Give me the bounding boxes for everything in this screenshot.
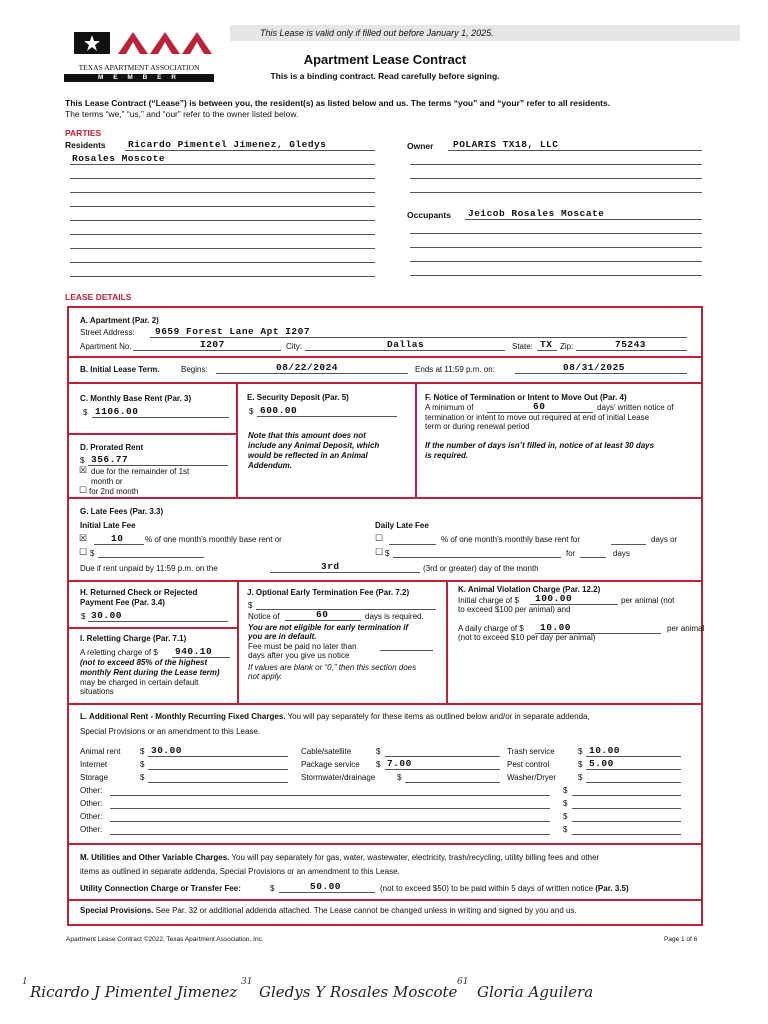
logo-member-bar: M E M B E R [64, 74, 214, 82]
deposit-note-4: Addendum. [248, 461, 292, 470]
notice-days-value[interactable]: 60 [533, 401, 546, 412]
section-M-header [80, 853, 599, 862]
reletting-text-1: A reletting charge of $ [80, 648, 158, 657]
storm-label: Stormwater/drainage [301, 773, 376, 782]
owner-label: Owner [407, 141, 434, 151]
returned-check-line [88, 621, 228, 622]
due-text: Due if rent unpaid by 11:59 p.m. on the [80, 564, 218, 573]
signature-1-number: 1 [22, 977, 28, 987]
divider-C-D [69, 433, 237, 435]
intro-line-1: This Lease Contract (“Lease”) is between you, the resident(s) as listed below and us. The terms “you” and “your” refer to all residents. [65, 98, 611, 108]
begins-label: Begins: [181, 365, 208, 374]
lease-details-heading: LEASE DETAILS [65, 292, 132, 302]
residents-line-1 [125, 150, 375, 151]
deposit-note-2: include any Animal Deposit, which [248, 441, 380, 450]
notice-text-4: term or during renewal period [425, 422, 530, 431]
animal-text-1: Initial charge of $ [458, 596, 519, 605]
animal-text-3: to exceed $100 per animal) and [458, 605, 571, 614]
other-label-3: Other: [80, 812, 103, 821]
early-term-note-2: you are in default. [248, 632, 317, 641]
washer-currency: $ [578, 773, 583, 782]
state-value[interactable]: TX [540, 339, 553, 350]
animal-text-5: per animal [667, 624, 705, 633]
owner-line-3 [410, 178, 702, 179]
daily-days-label: days [613, 549, 630, 558]
other-line-3 [110, 821, 550, 822]
daily-pct-line [389, 544, 436, 545]
signature-1: Ricardo J Pimentel Jimenez [30, 983, 238, 1001]
divider-J-K [446, 581, 448, 703]
daily-dollar-checkbox[interactable]: ☐ [375, 547, 384, 557]
section-D-title: D. Prorated Rent [80, 443, 144, 452]
washer-label: Washer/Dryer [507, 773, 557, 782]
occupants-label: Occupants [407, 210, 451, 220]
taa-logo-mark [58, 28, 220, 60]
signature-3-number: 61 [457, 977, 469, 987]
other-label-4: Other: [80, 825, 103, 834]
early-term-text-1: Fee must be paid no later than [248, 642, 357, 651]
animal-initial-value[interactable]: 100.00 [535, 593, 573, 604]
cable-currency: $ [376, 747, 381, 756]
section-F-title: F. Notice of Termination or Intent to Move Out (Par. 4) [425, 393, 627, 402]
early-term-text-2: days after you give us notice [248, 651, 350, 660]
daily-pct-days-text: days or [651, 535, 678, 544]
street-label: Street Address: [80, 328, 135, 337]
trash-value[interactable]: 10.00 [589, 745, 621, 756]
daily-pct-checkbox[interactable]: ☐ [375, 533, 384, 543]
footer-page-number: Page 1 of 6 [664, 936, 698, 943]
residents-line-10 [70, 276, 375, 277]
apt-value[interactable]: I207 [200, 339, 225, 350]
occupants-line-3 [410, 247, 702, 248]
washer-line [586, 782, 681, 783]
due-value[interactable]: 3rd [321, 561, 340, 572]
initial-dollar-checkbox[interactable]: ☐ [79, 547, 88, 557]
parties-heading: PARTIES [65, 128, 102, 138]
taa-logo [58, 28, 220, 80]
other-currency-2: $ [563, 799, 568, 808]
section-E-title: E. Security Deposit (Par. 5) [247, 393, 349, 402]
notice-text-1: A minimum of [425, 403, 474, 412]
daily-late-label: Daily Late Fee [375, 521, 429, 530]
prorated-opt1-label-2: month or [91, 477, 123, 486]
other-amount-line-1 [572, 795, 681, 796]
section-L-title: L. Additional Rent - Monthly Recurring Fixed Charges. [80, 712, 286, 721]
section-M-desc-1: You will pay separately for gas, water, wastewater, electricity, trash/recycling, utility billing fees and other [231, 853, 600, 862]
deposit-currency: $ [249, 407, 254, 416]
internet-line [148, 769, 288, 770]
signature-2-number: 31 [241, 977, 253, 987]
daily-pct-text: % of one month’s monthly base rent for [441, 535, 581, 544]
residents-line-6 [70, 220, 375, 221]
state-line [537, 350, 557, 351]
other-amount-line-2 [572, 808, 681, 809]
animal-daily-value[interactable]: 10.00 [540, 622, 572, 633]
animal-rent-value[interactable]: 30.00 [151, 745, 183, 756]
trash-currency: $ [578, 747, 583, 756]
page-title: Apartment Lease Contract [303, 52, 467, 67]
deposit-line [257, 416, 397, 417]
footer-copyright: Apartment Lease Contract ©2022, Texas Apartment Association, Inc. [66, 936, 264, 943]
special-provisions-title: Special Provisions. [80, 906, 154, 915]
divider-H-I [69, 627, 237, 629]
reletting-text-3: situations [80, 687, 114, 696]
package-value[interactable]: 7.00 [387, 758, 412, 769]
divider-A-B [69, 356, 701, 358]
early-term-note-1: You are not eligible for early termination if [248, 623, 409, 632]
other-amount-line-3 [572, 821, 681, 822]
daily-dollar-label: $ [385, 549, 390, 558]
occupants-line-1 [465, 219, 702, 220]
early-term-notice-text: Notice of [248, 612, 280, 621]
early-term-note2-1: If values are blank or “0,” then this section does [248, 663, 417, 672]
utility-label: Utility Connection Charge or Transfer Fee: [80, 884, 241, 893]
page-subtitle: This is a binding contract. Read carefully before signing. [270, 71, 500, 81]
ends-value[interactable]: 08/31/2025 [563, 362, 626, 373]
section-C-title: C. Monthly Base Rent (Par. 3) [80, 394, 192, 403]
early-term-notice-value[interactable]: 60 [316, 609, 329, 620]
signature-3: Gloria Aguilera [477, 983, 594, 1001]
residents-line-4 [70, 192, 375, 193]
other-line-1 [110, 795, 550, 796]
divider-E-F [415, 383, 417, 497]
section-M-desc-2: items as outlined in separate addenda, Special Provisions or an amendment to this Lease. [80, 867, 400, 876]
reletting-text-2: may be charged in certain default [80, 678, 199, 687]
occupants-value[interactable]: Jeicob Rosales Moscate [468, 208, 605, 219]
divider-B-C [69, 382, 701, 384]
other-label-2: Other: [80, 799, 103, 808]
due-line [270, 572, 420, 573]
initial-dollar-label: $ [90, 549, 95, 558]
occupants-line-2 [410, 233, 702, 234]
trash-label: Trash service [507, 747, 555, 756]
special-provisions-text: See Par. 32 or additional addenda attached. The Lease cannot be changed unless in writing and signed by you and us. [155, 906, 577, 915]
animal-text-2: per animal (not [621, 596, 675, 605]
state-label: State: [512, 342, 533, 351]
section-H-title-2: Payment Fee (Par. 3.4) [80, 598, 165, 607]
early-term-notice-suffix: days is required. [365, 612, 424, 621]
initial-pct-line [94, 544, 144, 545]
residents-line-3 [70, 178, 375, 179]
owner-line-4 [410, 192, 702, 193]
early-term-line [256, 609, 436, 610]
owner-line-2 [410, 164, 702, 165]
pest-currency: $ [578, 760, 583, 769]
section-G-title: G. Late Fees (Par. 3.3) [80, 507, 164, 516]
package-line [385, 769, 500, 770]
initial-pct-checkbox[interactable]: ☒ [79, 533, 88, 543]
occupants-line-4 [410, 261, 702, 262]
pest-label: Pest control [507, 760, 550, 769]
prorated-currency: $ [80, 456, 85, 465]
storm-line [405, 782, 500, 783]
animal-text-6: (not to exceed $10 per day per animal) [458, 633, 596, 642]
signature-2: Gledys Y Rosales Moscote [259, 983, 458, 1001]
apt-label: Apartment No. [80, 342, 132, 351]
validity-notice: This Lease is valid only if filled out before January 1, 2025. [260, 28, 494, 38]
prorated-opt1-label-1: due for the remainder of 1st [91, 467, 190, 476]
special-provisions [80, 906, 577, 915]
city-line [305, 350, 505, 351]
owner-value[interactable]: POLARIS TX18, LLC [453, 139, 559, 150]
prorated-value[interactable]: 356.77 [91, 454, 129, 465]
other-line-4 [110, 834, 550, 835]
initial-pct-value[interactable]: 10 [111, 533, 124, 544]
other-currency-3: $ [563, 812, 568, 821]
section-H-title-1: H. Returned Check or Rejected [80, 588, 198, 597]
other-label-1: Other: [80, 786, 103, 795]
zip-line [576, 350, 687, 351]
notice-note-2: is required. [425, 451, 469, 460]
early-term-notice-line [285, 620, 361, 621]
zip-label: Zip: [560, 342, 574, 351]
deposit-note-3: would be reflected in an Animal [248, 451, 368, 460]
ends-line [515, 373, 687, 374]
city-value[interactable]: Dallas [387, 339, 425, 350]
prorated-opt2-checkbox[interactable]: ☐ [79, 485, 88, 495]
daily-for-line [580, 557, 606, 558]
utility-currency: $ [270, 884, 275, 893]
cable-label: Cable/satellite [301, 747, 352, 756]
storage-line [148, 782, 288, 783]
logo-org-name: TEXAS APARTMENT ASSOCIATION [78, 63, 200, 72]
animal-rent-currency: $ [140, 747, 145, 756]
occupants-line-5 [410, 275, 702, 276]
zip-value[interactable]: 75243 [615, 339, 647, 350]
trash-line [586, 756, 681, 757]
returned-check-value[interactable]: 30.00 [91, 610, 123, 621]
other-currency-1: $ [563, 786, 568, 795]
notice-text-3: termination or intent to move out required at end of initial Lease [425, 413, 650, 422]
street-value[interactable]: 9659 Forest Lane Apt I207 [155, 326, 311, 337]
city-label: City: [286, 342, 302, 351]
returned-check-currency: $ [81, 612, 86, 621]
animal-rent-line [148, 756, 288, 757]
due-suffix: (3rd or greater) day of the month [423, 564, 539, 573]
notice-note-1: If the number of days isn’t filled in, notice of at least 30 days [425, 441, 655, 450]
begins-value[interactable]: 08/22/2024 [276, 362, 339, 373]
storage-currency: $ [140, 773, 145, 782]
early-term-note2-2: not apply. [248, 672, 283, 681]
prorated-line [88, 465, 228, 466]
reletting-value[interactable]: 940.10 [175, 646, 213, 657]
section-L-desc-2: Special Provisions or an amendment to this Lease. [80, 727, 261, 736]
owner-line-1 [448, 150, 702, 151]
section-L-header [80, 712, 590, 721]
animal-rent-label: Animal rent [80, 747, 121, 756]
residents-line-2 [70, 164, 375, 165]
storage-label: Storage [80, 773, 109, 782]
divider-C-E [236, 383, 238, 497]
divider-L-M [69, 843, 701, 845]
apt-line [133, 350, 281, 351]
begins-line [216, 373, 408, 374]
prorated-opt2-label: for 2nd month [89, 487, 139, 496]
section-B-title: B. Initial Lease Term. [80, 365, 160, 374]
early-term-days-line [380, 650, 433, 651]
deposit-value[interactable]: 600.00 [260, 405, 298, 416]
reletting-note-1: (not to exceed 85% of the highest [80, 658, 208, 667]
internet-label: Internet [80, 760, 108, 769]
pest-line [586, 769, 681, 770]
residents-line-9 [70, 262, 375, 263]
utility-note [380, 884, 629, 893]
daily-pct-days-line [611, 544, 646, 545]
section-L-desc-1: You will pay separately for these items as outlined below and/or in separate addenda, [287, 712, 590, 721]
rent-currency: $ [83, 408, 88, 417]
divider-H-J [237, 581, 239, 703]
initial-late-label: Initial Late Fee [80, 521, 136, 530]
internet-currency: $ [140, 760, 145, 769]
residents-line-5 [70, 206, 375, 207]
initial-dollar-line [98, 557, 204, 558]
other-amount-line-4 [572, 834, 681, 835]
utility-par: (Par. 3.5) [595, 884, 629, 893]
ends-label: Ends at 11:59 p.m. on: [415, 365, 495, 374]
storm-currency: $ [397, 773, 402, 782]
other-line-2 [110, 808, 550, 809]
divider-M-special [69, 899, 701, 901]
divider-G-HJK [69, 580, 701, 582]
prorated-opt1-checkbox[interactable]: ☒ [79, 465, 88, 475]
daily-for-label: for [566, 549, 576, 558]
cable-line [385, 756, 500, 757]
rent-line [92, 417, 229, 418]
early-term-currency: $ [248, 601, 253, 610]
residents-line-8 [70, 248, 375, 249]
deposit-note-1: Note that this amount does not [248, 431, 366, 440]
section-J-title: J. Optional Early Termination Fee (Par. 7.2) [247, 588, 410, 597]
section-K-title: K. Animal Violation Charge (Par. 12.2) [458, 585, 601, 594]
other-currency-4: $ [563, 825, 568, 834]
divider-HJK-L [69, 703, 701, 705]
daily-dollar-line [393, 557, 561, 558]
package-currency: $ [376, 760, 381, 769]
residents-line-7 [70, 234, 375, 235]
section-A-title: A. Apartment (Par. 2) [80, 316, 159, 325]
notice-text-2: days’ written notice of [597, 403, 674, 412]
divider-CDEF-G [69, 497, 701, 499]
initial-pct-text: % of one month’s monthly base rent or [145, 535, 282, 544]
residents-value-1[interactable]: Ricardo Pimentel Jimenez, Gledys [128, 139, 327, 150]
section-I-title: I. Reletting Charge (Par. 7.1) [80, 634, 187, 643]
section-M-title: M. Utilities and Other Variable Charges. [80, 853, 230, 862]
pest-value[interactable]: 5.00 [589, 758, 614, 769]
rent-value[interactable]: 1106.00 [95, 406, 139, 417]
residents-label: Residents [65, 140, 106, 150]
intro-line-2: The terms “we,” “us,” and “our” refer to the owner listed below. [65, 109, 299, 119]
reletting-note-2: monthly Rent during the Lease term) [80, 668, 220, 677]
utility-value[interactable]: 50.00 [310, 881, 342, 892]
animal-text-4: A daily charge of $ [458, 624, 524, 633]
utility-note-text: (not to exceed $50) to be paid within 5 days of written notice [380, 884, 594, 893]
package-label: Package service [301, 760, 360, 769]
residents-value-2[interactable]: Rosales Moscote [72, 153, 166, 164]
street-line [150, 337, 687, 338]
utility-line [279, 892, 375, 893]
